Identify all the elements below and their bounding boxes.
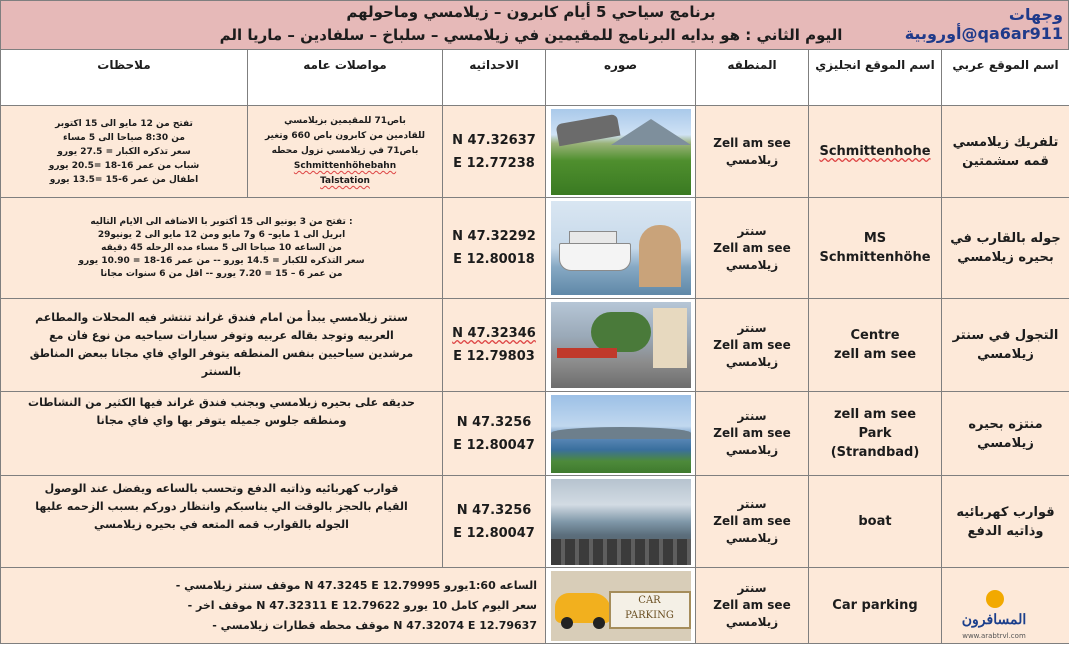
table-row — [1, 568, 1069, 644]
town-centre-photo — [551, 302, 691, 388]
photo-cell — [546, 392, 696, 476]
region-cell: سنتر Zell am see زيلامسي — [696, 476, 809, 568]
site-logo: المسافرون www.arabtrvl.com — [958, 586, 1030, 638]
table-row — [1, 392, 1069, 476]
name-en-cell: Car parking — [809, 568, 942, 644]
notes-cell: قوارب كهربائيه وذاتيه الدفع وتحسب بالساعه ويفضل عند الوصول القيام بالحجز بالوقت الي يناسبكم وانتظار دوركم بسبب الزحمه عليها الجوله بالقوارب قمه المتعه في بحيره زيلامسي — [1, 476, 443, 568]
notes-cell: حديقه على بحيره زيلامسي وبجنب فندق غراند فيها الكثير من النشاطات ومنطقه جلوس جميله يتوفر بها واي فاي مجانا — [1, 392, 443, 476]
col-region: المنطقه — [696, 50, 809, 106]
name-en-cell: Centre zell am see — [809, 299, 942, 392]
table-header-row — [1, 50, 1069, 106]
name-ar-cell: تلفريك زيلامسي قمه سشمتين — [942, 106, 1069, 198]
coords-cell: N 47.32346 E 12.79803 — [443, 299, 546, 392]
photo-cell — [546, 476, 696, 568]
region-cell: سنتر Zell am see زيلامسي — [696, 392, 809, 476]
coords-cell: N 47.32637 E 12.77238 — [443, 106, 546, 198]
photo-cell — [546, 568, 696, 644]
notes-cell: تفتح من 12 مايو الى 15 اكتوبر من 8:30 صباحا الى 5 مساء سعر تذكره الكبار = 27.5 يورو شباب من عمر 16-18 =20.5 يورو اطفال من عمر 6-15 =13.5 يورو — [1, 106, 248, 198]
lake-park-photo — [551, 395, 691, 473]
table-row — [1, 198, 1069, 299]
table-row — [1, 299, 1069, 392]
itinerary-table — [0, 49, 1069, 644]
col-name-ar: اسم الموقع عربي — [942, 50, 1069, 106]
region-cell: سنتر Zell am see زيلامسي — [696, 568, 809, 644]
region-cell: سنتر Zell am see زيلامسي — [696, 299, 809, 392]
name-en-cell: MS Schmittenhöhe — [809, 198, 942, 299]
col-name-en: اسم الموقع انجليزي — [809, 50, 942, 106]
col-coords: الاحداثيه — [443, 50, 546, 106]
name-en-cell: Schmittenhohe — [809, 106, 942, 198]
col-notes: ملاحظات — [1, 50, 248, 106]
coords-cell: N 47.32292 E 12.80018 — [443, 198, 546, 299]
coords-cell: N 47.3256 E 12.80047 — [443, 392, 546, 476]
notes-cell: سنتر زيلامسي يبدأ من امام فندق غراند تنتشر فيه المحلات والمطاعم العربيه وتوجد بقاله عربيه وتوفر سيارات سياحيه من نوع فان مع مرشدين سياحيين بنفس المنطقه يتوفر الواي فاي مجانا ببعض المناطق بالسنتر — [1, 299, 443, 392]
car-parking-photo — [551, 571, 691, 641]
region-cell: سنتر Zell am see زيلامسي — [696, 198, 809, 299]
name-en-cell: boat — [809, 476, 942, 568]
parking-sign: CAR PARKING — [609, 591, 691, 629]
col-photo: صوره — [546, 50, 696, 106]
header-banner — [0, 0, 1069, 50]
name-ar-cell: منتزه بحيره زيلامسي — [942, 392, 1069, 476]
photo-cell — [546, 106, 696, 198]
day-subtitle: اليوم الثاني : هو بدايه البرنامج للمقيمين في زيلامسي – سلباخ – سلفادين – ماريا الم — [219, 26, 843, 44]
name-ar-cell: جوله بالقارب في بحيره زيلامسي — [942, 198, 1069, 299]
transport-cell: باص71 للمقيمين بزيلامسي للقادمين من كابرون باص 660 وتغير باص71 في زيلامسي نزول محطه Schmittenhöhebahn Talstation — [248, 106, 443, 198]
name-ar-cell: قوارب كهربائيه وذاتيه الدفع — [942, 476, 1069, 568]
col-transport: مواصلات عامه — [248, 50, 443, 106]
table-row — [1, 476, 1069, 568]
name-ar-cell: التجول في سنتر زيلامسي — [942, 299, 1069, 392]
lake-boat-photo — [551, 201, 691, 295]
table-row — [1, 106, 1069, 198]
electric-boats-photo — [551, 479, 691, 565]
photo-cell — [546, 299, 696, 392]
photo-cell — [546, 198, 696, 299]
region-cell: Zell am see زيلامسي — [696, 106, 809, 198]
name-en-cell: zell am see Park (Strandbad) — [809, 392, 942, 476]
sun-icon — [986, 590, 1004, 608]
parking-notes-cell: - موقف سنتر زيلامسي N 47.3245 E 12.79995 الساعه 1:60يورو - موقف اخر N 47.32311 E 12.79622 سعر اليوم كامل 10 يورو - موقف محطه قطارات زيلامسي N 47.32074 E 12.79637 — [1, 568, 546, 644]
mountain-cablecar-photo — [551, 109, 691, 195]
program-title: برنامج سياحي 5 أيام كابرون – زيلامسي وماحولهم — [346, 3, 716, 21]
coords-cell: N 47.3256 E 12.80047 — [443, 476, 546, 568]
notes-cell: تفتح من 3 يونيو الى 15 أكتوبر با الاضافه الى الايام التاليه : 29ابريل الى 1 مايو– 6 و7 مايو ومن 12 مايو الى 2 يونيو من الساعه 10 صباحا الى 5 مساء مده الرحله 45 دقيقه سعر التذكره للكبار = 14.5 يورو -- من عمر 16-18 = 10.90 يورو من عمر 6 – 15 = 7.20 يورو -- اقل من 6 سنوات مجانا — [1, 198, 443, 299]
twitter-handle[interactable]: وجهات أوروبية@qa6ar911 — [904, 5, 1063, 43]
